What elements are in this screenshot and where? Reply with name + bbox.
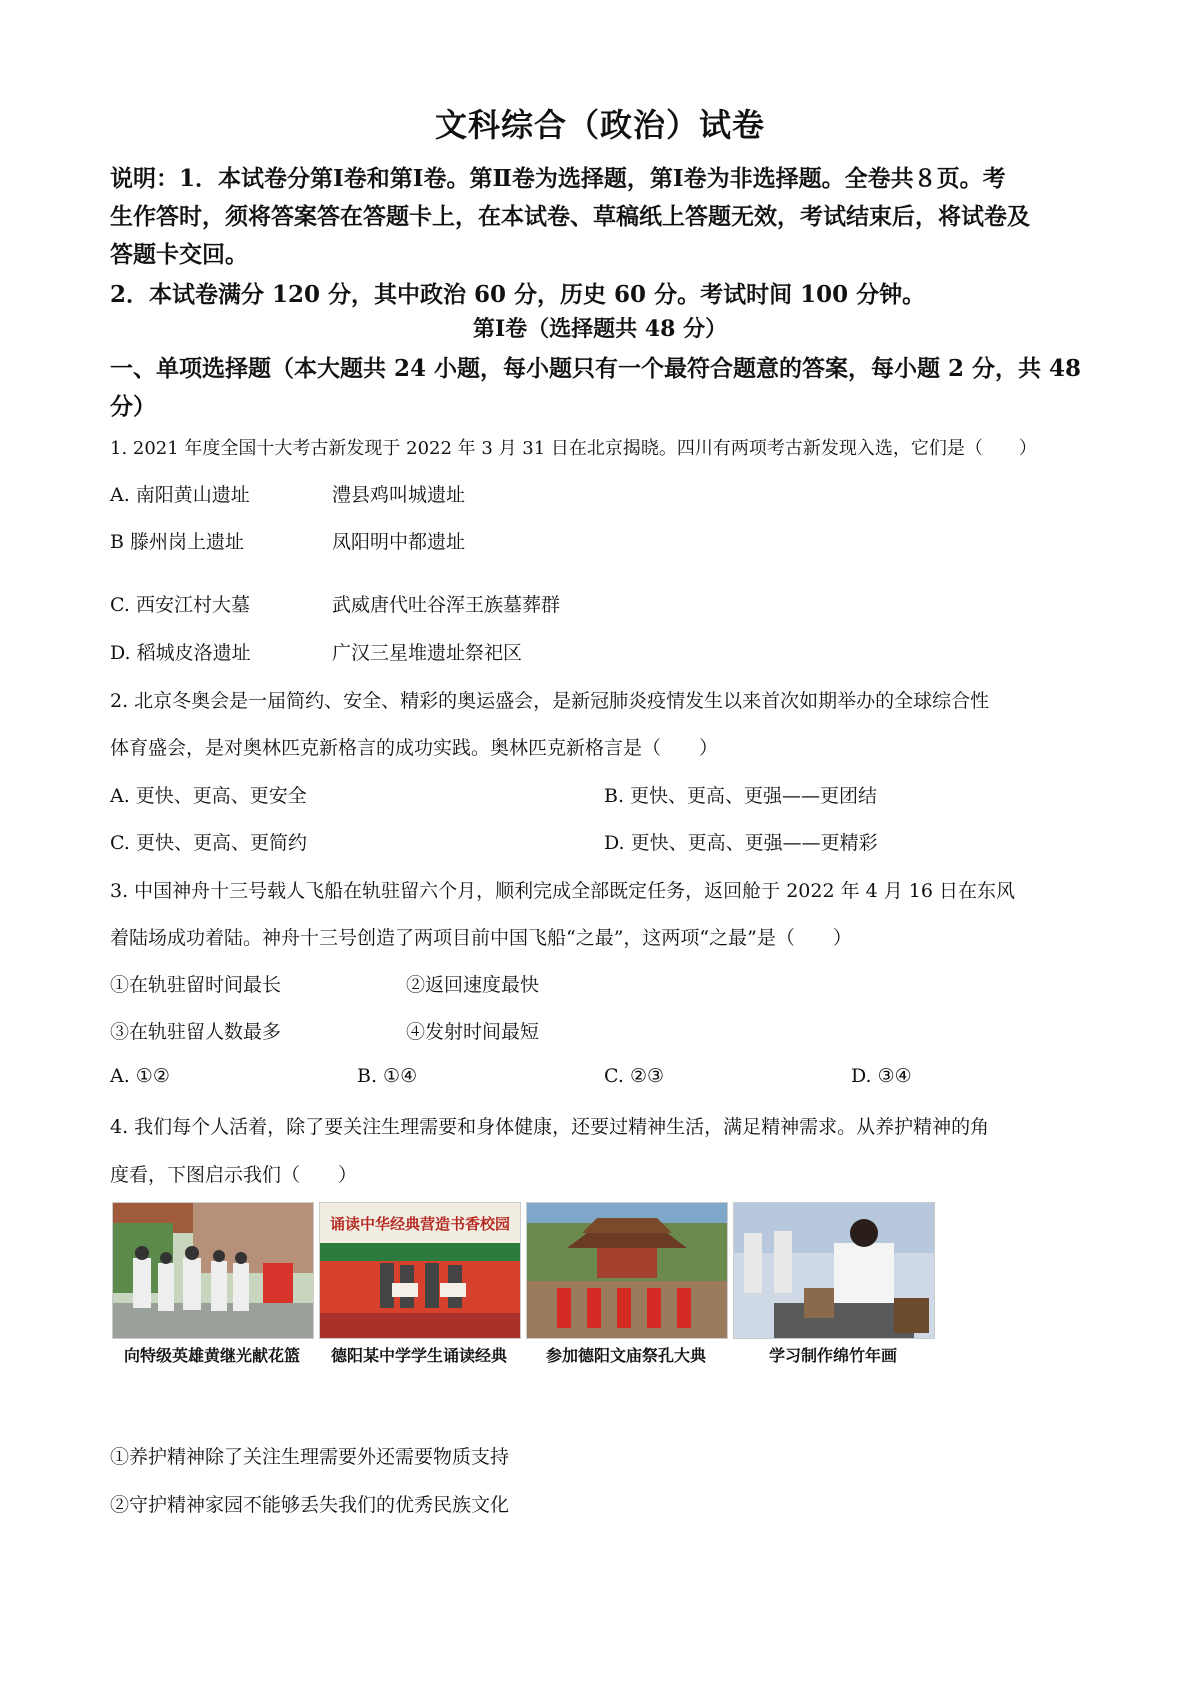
notes-line-4: 2．本试卷满分 120 分，其中政治 60 分，历史 60 分。考试时间 100 分钟。 (110, 281, 926, 308)
q1-stem: 1. 2021 年度全国十大考古新发现于 2022 年 3 月 31 日在北京揭晓。四川有两项考古新发现入选，它们是（ ） (110, 438, 1037, 459)
photo-reciting-classics (319, 1202, 521, 1339)
q3-option-b: B. ①④ (357, 1065, 418, 1087)
q2-stem-line1: 2. 北京冬奥会是一届简约、安全、精彩的奥运盛会，是新冠肺炎疫情发生以来首次如期举办的全球综合性 (110, 690, 990, 712)
section1-heading-line1: 一、单项选择题（本大题共 24 小题，每小题只有一个最符合题意的答案，每小题 2 分，共 48 (110, 355, 1082, 382)
part1-heading: 第Ⅰ卷（选择题共 48 分） (472, 316, 728, 342)
q2-stem-line2: 体育盛会，是对奥林匹克新格言的成功实践。奥林匹克新格言是（ ） (110, 737, 719, 759)
q1-option-c-second: 武威唐代吐谷浑王族墓葬群 (332, 594, 561, 616)
q1-option-c: C. 西安江村大墓 (110, 594, 250, 616)
section1-heading-line2: 分） (110, 393, 156, 420)
caption-4: 学习制作绵竹年画 (768, 1346, 897, 1365)
q1-option-a: A. 南阳黄山遗址 (110, 484, 250, 506)
q2-option-a: A. 更快、更高、更安全 (110, 785, 307, 807)
photo-temple-ceremony (526, 1202, 728, 1339)
q4-statement-2: ②守护精神家园不能够丢失我们的优秀民族文化 (110, 1494, 510, 1516)
photo-flower-basket (112, 1202, 314, 1339)
q2-option-c: C. 更快、更高、更简约 (110, 832, 307, 854)
q3-option-c: C. ②③ (604, 1065, 665, 1087)
photo-new-year-painting (733, 1202, 935, 1339)
q4-stem-line2: 度看，下图启示我们（ ） (110, 1164, 358, 1186)
q4-statement-1: ①养护精神除了关注生理需要外还需要物质支持 (110, 1446, 510, 1468)
notes-line-3: 答题卡交回。 (110, 241, 248, 268)
q3-statement-1: ①在轨驻留时间最长 (110, 974, 282, 996)
q1-option-d: D. 稻城皮洛遗址 (110, 642, 251, 664)
q2-option-d: D. 更快、更高、更强——更精彩 (604, 832, 878, 854)
caption-1: 向特级英雄黄继光献花篮 (123, 1346, 300, 1365)
caption-3: 参加德阳文庙祭孔大典 (545, 1346, 706, 1365)
banner-text: 诵读中华经典营造书香校园 (329, 1215, 511, 1233)
q1-option-d-second: 广汉三星堆遗址祭祀区 (332, 642, 523, 664)
q3-statement-3: ③在轨驻留人数最多 (110, 1021, 282, 1043)
q3-option-a: A. ①② (110, 1065, 170, 1087)
q3-stem-line1: 3. 中国神舟十三号载人飞船在轨驻留六个月，顺利完成全部既定任务，返回舱于 2022 年 4 月 16 日在东风 (110, 880, 1016, 902)
page-title: 文科综合（政治）试卷 (434, 106, 765, 144)
caption-2: 德阳某中学学生诵读经典 (330, 1346, 507, 1365)
q3-stem-line2: 着陆场成功着陆。神舟十三号创造了两项目前中国飞船“之最”，这两项“之最”是（ ） (110, 927, 852, 949)
q4-photo-strip (112, 1202, 942, 1372)
q4-stem-line1: 4. 我们每个人活着，除了要关注生理需要和身体健康，还要过精神生活，满足精神需求。从养护精神的角 (110, 1116, 990, 1138)
notes-line-1: 说明：1．本试卷分第Ⅰ卷和第Ⅰ卷。第Ⅱ卷为选择题，第Ⅰ卷为非选择题。全卷共８页。考 (110, 165, 1006, 192)
notes-line-2: 生作答时，须将答案答在答题卡上，在本试卷、草稿纸上答题无效，考试结束后，将试卷及 (110, 203, 1030, 230)
q1-option-b: B 滕州岗上遗址 (110, 531, 245, 553)
q3-option-d: D. ③④ (851, 1065, 912, 1087)
q3-statement-2: ②返回速度最快 (406, 974, 540, 996)
q1-option-b-second: 凤阳明中都遗址 (332, 531, 466, 553)
q2-option-b: B. 更快、更高、更强——更团结 (604, 785, 878, 807)
q3-statement-4: ④发射时间最短 (406, 1021, 540, 1043)
q1-option-a-second: 澧县鸡叫城遗址 (332, 484, 466, 506)
